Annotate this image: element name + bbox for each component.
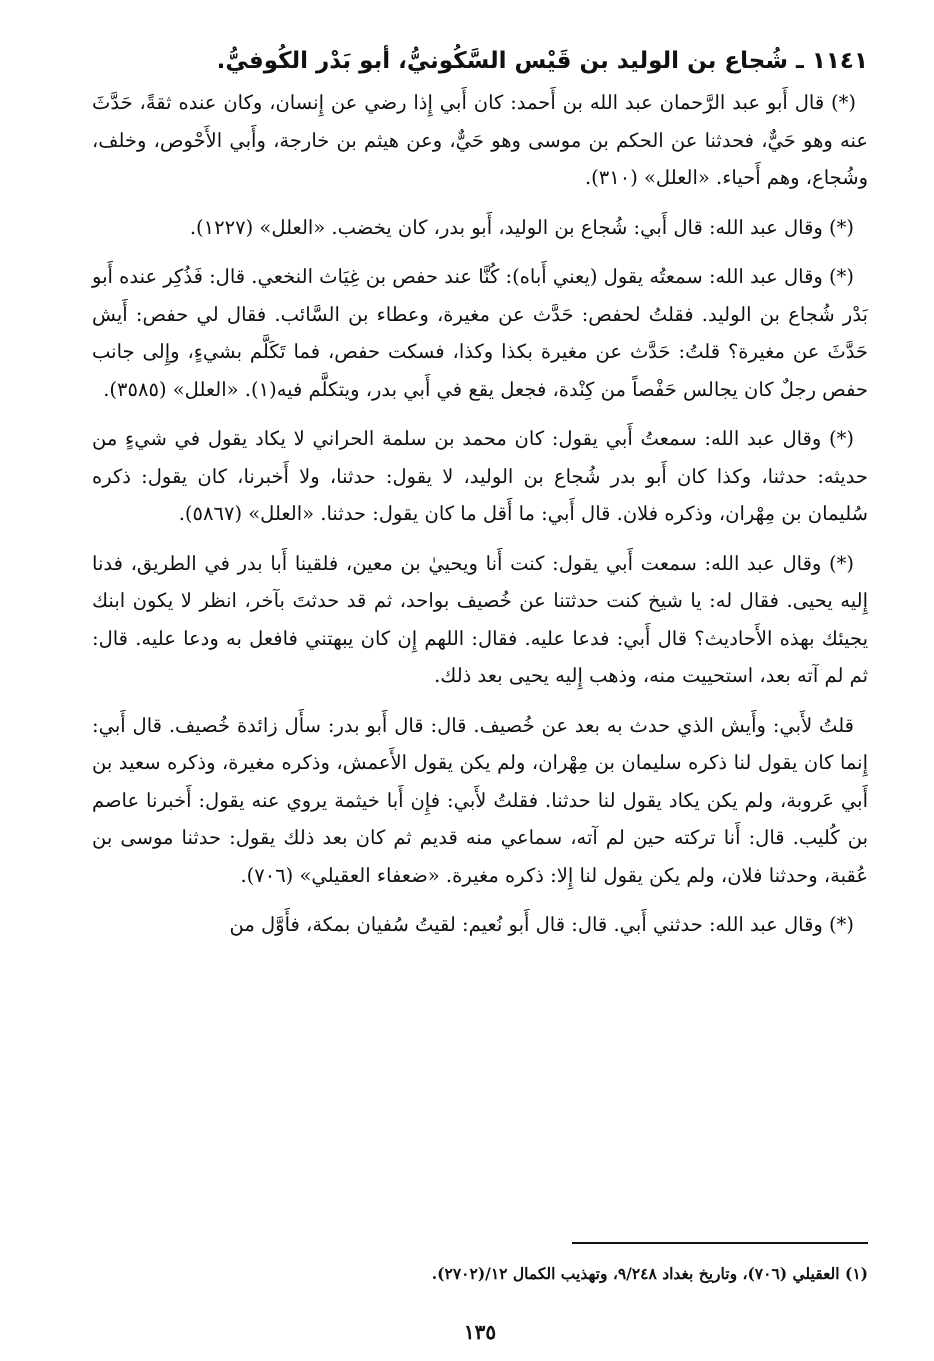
paragraph-2: (*) وقال عبد الله: قال أَبي: شُجاع بن الوليد، أَبو بدر، كان يخضب. «العلل» (١٢٢٧).: [189, 215, 854, 239]
paragraph-5: (*) وقال عبد الله: سمعت أَبي يقول: كنت أَنا ويحييٰ بن معين، فلقينا أَبا بدر في الطريق، فدنا إِليه يحيى. فقال له: يا شيخ كنت حدثتنا عن خُصيف بواحد، ثم قد حدثتَ بآخر، انظر لا يكون ابنك يجيئك بهذه الأَحاديث؟ قال أَبي: فدعا عليه. فقال: اللهم إِن كان يبهتني فافعل به ودعا عليه. قال: ثم لم آته بعد، استحييت منه، وذهب إِليه يحيى بعد ذلك.: [92, 551, 868, 687]
footnote: (١) العقيلي (٧٠٦)، وتاريخ بغداد ٩/٢٤٨، وتهذيب الكمال ١٢/(٢٧٠٢).: [431, 1264, 868, 1283]
paragraph-4: (*) وقال عبد الله: سمعتُ أَبي يقول: كان محمد بن سلمة الحراني لا يكاد يقول في شيءٍ من حديثه: حدثنا، وكذا كان أَبو بدر شُجاع بن الوليد، لا يقول: حدثنا، ولا أَخبرنا، كان يقول: ذكره سُليمان بن مِهْران، وذكره فلان. قال أَبي: ما أَقل ما كان يقول: حدثنا. «العلل» (٥٨٦٧).: [92, 427, 868, 525]
paragraph-7: (*) وقال عبد الله: حدثني أَبي. قال: قال أَبو نُعيم: لقيتُ سُفيان بمكة، فأَوَّل من: [229, 913, 854, 936]
page-number: ١٣٥: [463, 1320, 497, 1344]
paragraph-6: قلتُ لأَبي: وأَيش الذي حدث به بعد عن خُصيف. قال: قال أَبو بدر: سأَل زائدة خُصيف. قال أَبي: إِنما كان يقول لنا ذكره سليمان بن مِهْران، ولم يكن يقول الأَعمش، وذكره مغيرة، وذكره سعيد بن أَبي عَروبة، ولم يكن يكاد يقول لنا حدثنا. فقلتُ لأَبي: فإِن أَبا خيثمة يروي عنه يقول: أَخبرنا عاصم بن كُليب. قال: أَنا تركته حين لم آته، سماعي منه قديم ثم كان بعد ذلك يقول: حدثنا موسى بن عُقبة، وحدثنا فلان، ولم يكن يقول لنا إِلا: ذكره مغيرة. «ضعفاء العقيلي» (٧٠٦).: [92, 713, 868, 887]
entry-heading: ١١٤١ ـ شُجاع بن الوليد بن قَيْس السَّكُونيُّ، أبو بَدْر الكُوفيُّ.: [216, 48, 868, 74]
footnote-divider: [572, 1242, 868, 1244]
paragraph-1: (*) قال أَبو عبد الرَّحمان عبد الله بن أَحمد: كان أَبي إِذا رضي عن إِنسان، وكان عنده ثقةً، حَدَّثَ عنه وهو حَيٌّ، فحدثنا عن الحكم بن موسى وهو حَيٌّ، وعن هيثم بن خارجة، وأَبي الأَحْوص، وخلف، وشُجاع، وهم أَحياء. «العلل» (٣١٠).: [92, 91, 868, 189]
paragraph-3: (*) وقال عبد الله: سمعتُه يقول (يعني أَباه): كُنَّا عند حفص بن غِيَاث النخعي. قال: فَذُكِر عنده أَبو بَدْر شُجاع بن الوليد. فقلتُ لحفص: حَدَّث عن مغيرة، وعطاء بن السَّائب. فقال لي حفص: أَيش حَدَّثَ عن مغيرة؟ قلتُ: حَدَّث عن مغيرة بكذا وكذا، فسكت حفص، فما تَكَلَّم بشيءٍ، وإِلى جانب حفص رجلٌ كان يجالس حَفْصاً من كِنْدة، فجعل يقع في أَبي بدر، ويتكلَّم فيه(١). «العلل» (٣٥٨٥).: [92, 265, 868, 401]
document-page: [92, 44, 868, 1344]
